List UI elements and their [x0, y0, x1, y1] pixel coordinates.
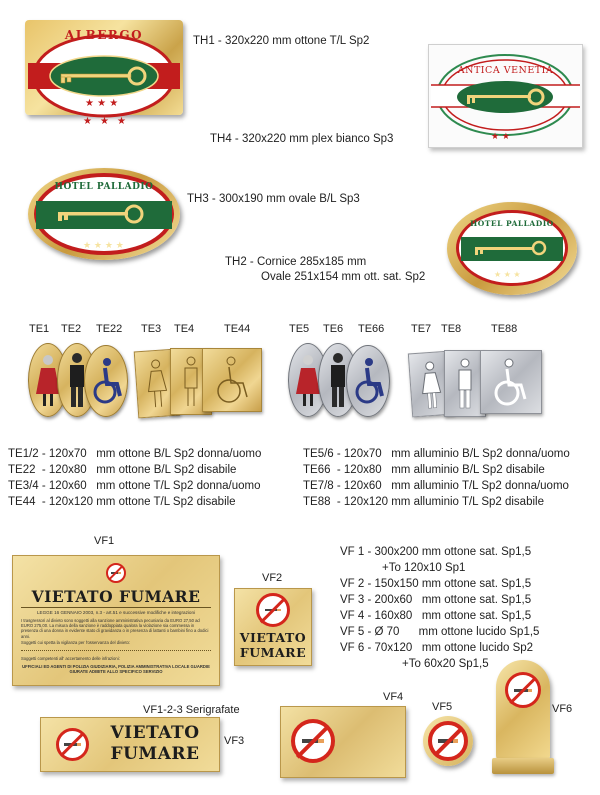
- label-te8: TE8: [441, 323, 462, 335]
- te-alu-spec-2: TE66 - 120x80 mm alluminio B/L Sp2 disabile: [303, 464, 545, 476]
- label-vf2: VF2: [262, 572, 283, 584]
- th1-name: ALBERGO: [64, 28, 144, 42]
- wheelchair-icon: [347, 346, 389, 416]
- vf1-resp: Soggetti cui spetta la vigilanza per l'osservanza del divieto:: [21, 640, 131, 645]
- th4-name: ANTICA VENETIA: [457, 65, 554, 76]
- vf6-sign: [492, 660, 554, 778]
- vf-spec-row: VF 3 - 200x60 mm ottone sat. Sp1,5: [340, 594, 532, 606]
- vf3-sign: [40, 717, 220, 772]
- vf-spec-row: +To 120x10 Sp1: [382, 562, 466, 574]
- no-smoking-icon: [428, 721, 468, 761]
- wheelchair-pictogram-icon: [481, 351, 541, 413]
- label-te3: TE3: [141, 323, 162, 335]
- vf-spec-row: VF 4 - 160x80 mm ottone sat. Sp1,5: [340, 610, 532, 622]
- vf6-base: [492, 758, 554, 774]
- label-te66: TE66: [358, 323, 385, 335]
- vf2-text-1: VIETATO: [239, 630, 307, 645]
- label-vf3: VF3: [224, 735, 245, 747]
- te-brass-spec-3: TE3/4 - 120x60 mm ottone T/L Sp2 donna/uomo: [8, 480, 261, 492]
- vf2-text-2: FUMARE: [239, 645, 307, 660]
- vf1-sign: [12, 555, 220, 686]
- te-brass-spec-1: TE1/2 - 120x70 mm ottone B/L Sp2 donna/uomo: [8, 448, 262, 460]
- th2-name: HOTEL PALLADIO: [470, 219, 554, 228]
- te-brass-spec-4: TE44 - 120x120 mm ottone T/L Sp2 disabile: [8, 496, 236, 508]
- te66-sign: [346, 345, 390, 417]
- th1-caption: TH1 - 320x220 mm ottone T/L Sp2: [193, 35, 370, 47]
- vf1-check: Soggetti competenti all' accertamento delle infrazioni:: [21, 656, 120, 661]
- label-te4: TE4: [174, 323, 195, 335]
- svg-text:★ ★: ★ ★: [491, 132, 510, 142]
- vf-spec-row: VF 2 - 150x150 mm ottone sat. Sp1,5: [340, 578, 532, 590]
- wheelchair-pictogram-icon: [203, 349, 261, 411]
- vf1-law: LEGGE 16 GENNAIO 2003, n.3 - art.51 e successive modifiche e integrazioni: [36, 610, 196, 615]
- th4-caption: TH4 - 320x220 mm plex bianco Sp3: [210, 133, 394, 145]
- label-vf4: VF4: [383, 691, 404, 703]
- th2-artwork: [447, 202, 577, 295]
- vf-spec-row: VF 6 - 70x120 mm ottone lucido Sp2: [340, 642, 534, 654]
- vf1-title: VIETATO FUMARE: [31, 587, 201, 606]
- label-te88: TE88: [491, 323, 518, 335]
- te44-sign: [202, 348, 262, 412]
- th2-caption-1: TH2 - Cornice 285x185 mm: [225, 256, 367, 268]
- vf-spec-row: VF 5 - Ø 70 mm ottone lucido Sp1,5: [340, 626, 540, 638]
- vf-spec-row: VF 1 - 300x200 mm ottone sat. Sp1,5: [340, 546, 532, 558]
- vf-spec-list: [340, 545, 539, 673]
- te-brass-spec-2: TE22 - 120x80 mm ottone B/L Sp2 disabile: [8, 464, 237, 476]
- th2-caption-2: Ovale 251x154 mm ott. sat. Sp2: [261, 271, 426, 283]
- svg-text:★: ★: [100, 116, 109, 127]
- svg-text:★ ★ ★ ★: ★ ★ ★ ★: [83, 241, 124, 251]
- te-alu-spec-3: TE7/8 - 120x60 mm alluminio T/L Sp2 donna/uomo: [303, 480, 569, 492]
- svg-text:★ ★ ★: ★ ★ ★: [494, 270, 521, 279]
- no-smoking-icon: [505, 672, 541, 708]
- label-te7: TE7: [411, 323, 432, 335]
- vf1-body: I trasgressori al divieto sono soggetti alla sanzione amministrativa pecuniaria da EURO 27,50 ad EURO 275,00. La misura della sanzione è raddoppiata qualora la violazione sia commessa in presenza di una donna in evidente stato di gravidanza o in presenza di lattanti o bambini fino a dodici anni.: [21, 618, 209, 639]
- vf4-sign: [280, 706, 406, 778]
- svg-text:★: ★: [117, 116, 126, 127]
- label-te6: TE6: [323, 323, 344, 335]
- label-vf1: VF1: [94, 535, 115, 547]
- label-te22: TE22: [96, 323, 123, 335]
- svg-text:★ ★ ★: ★ ★ ★: [85, 98, 119, 109]
- te88-sign: [480, 350, 542, 414]
- th1-sign: [25, 20, 183, 127]
- te-alu-spec-1: TE5/6 - 120x70 mm alluminio B/L Sp2 donna/uomo: [303, 448, 570, 460]
- vf3-text-2: FUMARE: [110, 744, 200, 764]
- th3-sign: [28, 168, 180, 260]
- no-smoking-icon: [256, 593, 290, 627]
- label-te44: TE44: [224, 323, 251, 335]
- th4-artwork: [429, 45, 582, 147]
- label-vf5: VF5: [432, 701, 453, 713]
- vf1-footer: UFFICIALI ED AGENTI DI POLIZIA GIUDIZIARIA, POLIZIA AMMINISTRATIVA LOCALE GUARDIE GIURATE ADIBITE ALLO SPECIFICO SERVIZIO: [22, 664, 210, 675]
- vf5-sign: [423, 716, 473, 766]
- wheelchair-icon: [85, 346, 127, 416]
- vf1-blank-line: [21, 650, 211, 651]
- vf2-sign: [234, 588, 312, 666]
- no-smoking-icon: [291, 719, 335, 763]
- th2-sign: [447, 202, 577, 295]
- te22-sign: [84, 345, 128, 417]
- vf3-text-1: VIETATO: [110, 723, 200, 743]
- th3-name: HOTEL PALLADIO: [54, 182, 154, 192]
- svg-text:★: ★: [83, 116, 92, 127]
- label-te5: TE5: [289, 323, 310, 335]
- th3-caption: TH3 - 300x190 mm ovale B/L Sp3: [187, 193, 360, 205]
- vf-spec-row: +To 60x20 Sp1,5: [402, 658, 489, 670]
- te-alu-spec-4: TE88 - 120x120 mm alluminio T/L Sp2 disabile: [303, 496, 544, 508]
- vf6-plate: [496, 660, 550, 760]
- no-smoking-icon: [106, 563, 126, 583]
- serigrafate-label: VF1-2-3 Serigrafate: [143, 704, 240, 716]
- no-smoking-icon: [56, 728, 89, 761]
- label-vf6: VF6: [552, 703, 573, 715]
- label-te2: TE2: [61, 323, 82, 335]
- man-pictogram-icon: [445, 351, 485, 416]
- th4-sign: [428, 44, 583, 148]
- vf1-divider: [21, 607, 211, 608]
- label-te1: TE1: [29, 323, 50, 335]
